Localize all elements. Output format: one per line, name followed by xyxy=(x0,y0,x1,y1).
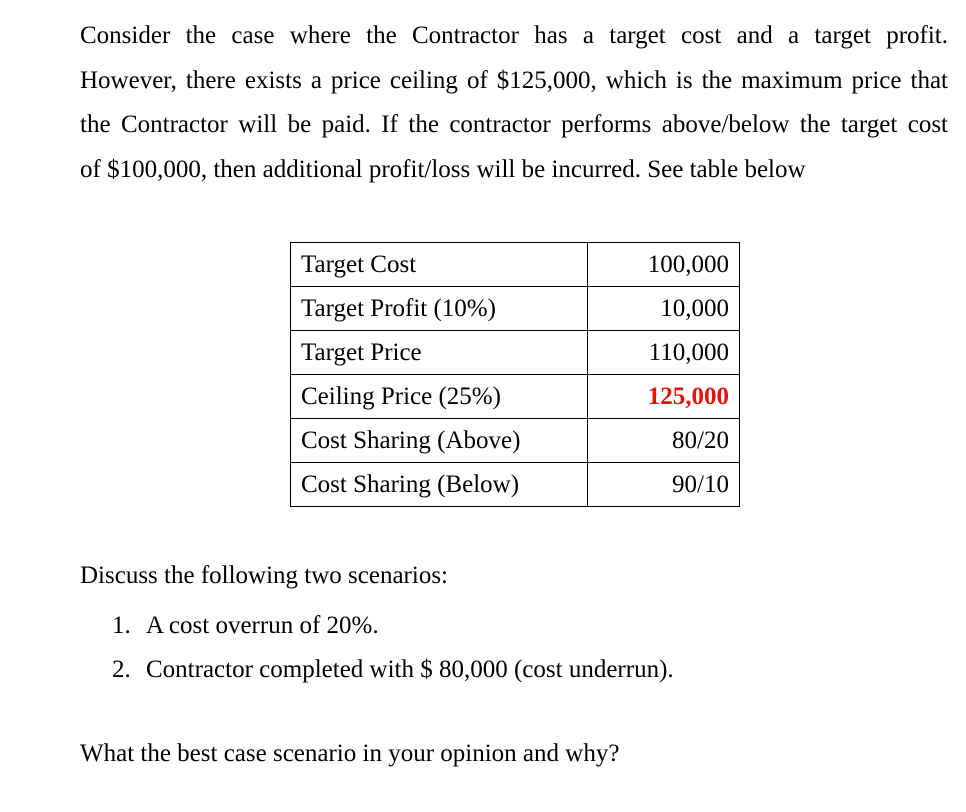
row-label: Cost Sharing (Above) xyxy=(291,419,588,463)
ceiling-price-value: 125,000 xyxy=(588,375,740,419)
table-row xyxy=(291,331,740,375)
row-label: Target Profit (10%) xyxy=(291,287,588,331)
row-value: 80/20 xyxy=(588,419,740,463)
row-value: 100,000 xyxy=(588,243,740,287)
intro-line: of $100,000, then additional profit/loss will be incurred. See table below xyxy=(80,155,806,183)
table-row xyxy=(291,287,740,331)
list-number: 1. xyxy=(112,612,131,639)
intro-line: However, there exists a price ceiling of $125,000, which is the maximum price that xyxy=(80,66,948,94)
list-item xyxy=(112,604,674,648)
intro-paragraph xyxy=(80,14,948,192)
question-text: What the best case scenario in your opinion and why? xyxy=(80,740,620,767)
intro-line: Consider the case where the Contractor has a target cost and a target profit. xyxy=(80,22,948,49)
row-value: 90/10 xyxy=(588,463,740,507)
row-label: Cost Sharing (Below) xyxy=(291,463,588,507)
list-number: 2. xyxy=(112,656,131,683)
row-label: Target Cost xyxy=(291,243,588,287)
table-row xyxy=(291,463,740,507)
list-text: Contractor completed with $ 80,000 (cost underrun). xyxy=(146,656,674,683)
scenario-list xyxy=(112,604,674,692)
cost-table xyxy=(290,242,740,507)
discuss-heading: Discuss the following two scenarios: xyxy=(80,562,449,589)
row-value: 110,000 xyxy=(588,331,740,375)
table-row-ceiling xyxy=(291,375,740,419)
list-item xyxy=(112,648,674,692)
row-value: 10,000 xyxy=(588,287,740,331)
table-row xyxy=(291,419,740,463)
row-label: Target Price xyxy=(291,331,588,375)
table-row xyxy=(291,243,740,287)
intro-line: the Contractor will be paid. If the contractor performs above/below the target cost xyxy=(80,111,948,138)
list-text: A cost overrun of 20%. xyxy=(146,612,379,639)
row-label: Ceiling Price (25%) xyxy=(291,375,588,419)
